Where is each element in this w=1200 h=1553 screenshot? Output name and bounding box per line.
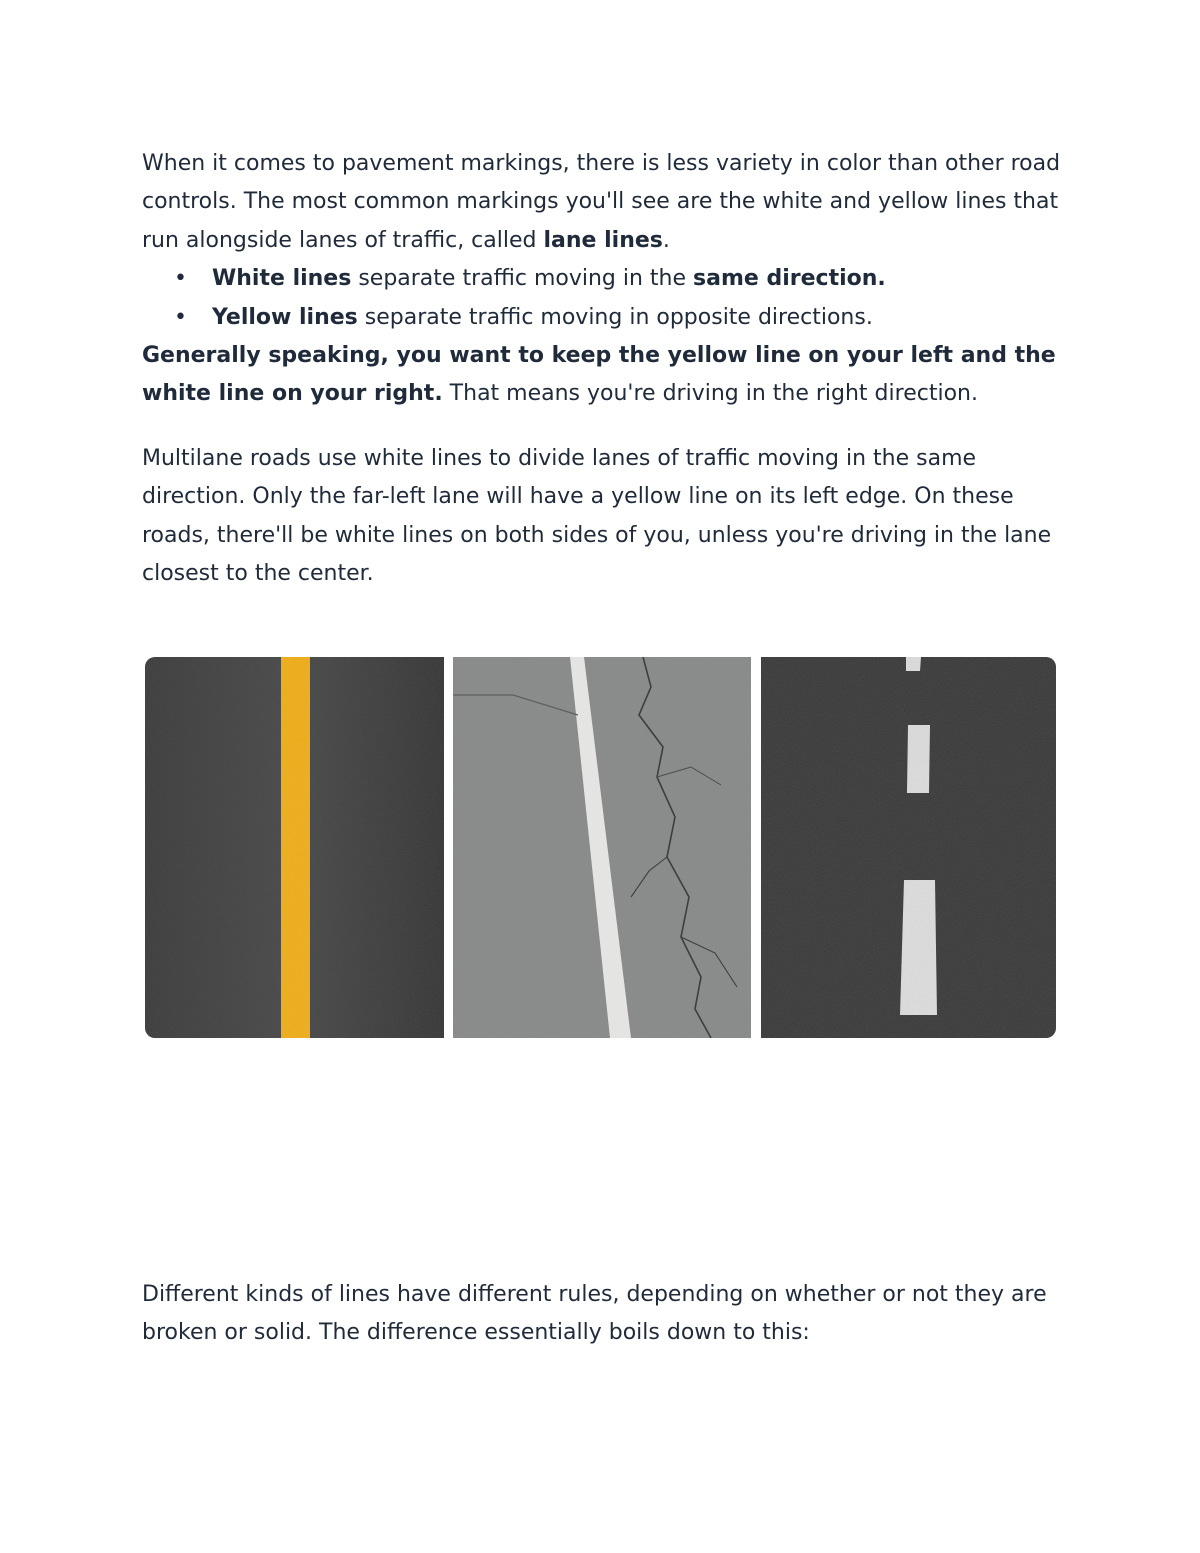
multilane-paragraph: Multilane roads use white lines to divide lanes of traffic moving in the same direction. Only the far-left lane will have a yellow line on its left edge. On these roads, there'll be white lines on both sides of you, unless you're driving in the lane closest to the center.: [142, 445, 1052, 587]
bullet-icon: •: [174, 266, 187, 292]
yellow-lines-text: separate traffic moving in opposite directions.: [357, 304, 873, 330]
rule-paragraph: [142, 337, 1062, 414]
yellow-lines-term: Yellow lines: [212, 304, 358, 330]
document-body: [142, 145, 1062, 593]
lane-lines-term: lane lines: [543, 227, 663, 253]
solid-white-line-photo: [453, 657, 751, 1038]
lane-line-list: [142, 260, 1062, 337]
white-lines-text: separate traffic moving in the: [351, 266, 694, 292]
road-marking-photos: [145, 657, 1056, 1038]
intro-text: When it comes to pavement markings, there is less variety in color than other road controls. The most common markings you'll see are the white and yellow lines that run alongside lanes of traffic, called: [142, 151, 1061, 253]
asphalt-white-image: [453, 657, 751, 1038]
broken-white-line-photo: [761, 657, 1056, 1038]
solid-yellow-line-photo: [145, 657, 444, 1038]
list-item-white-lines: [142, 260, 1062, 298]
asphalt-yellow-image: [145, 657, 444, 1038]
asphalt-broken-image: [761, 657, 1056, 1038]
white-lines-term: White lines: [212, 266, 352, 292]
list-item-yellow-lines: [142, 299, 1062, 337]
closing-paragraph: Different kinds of lines have different rules, depending on whether or not they are broken or solid. The difference essentially boils down to this:: [142, 1282, 1047, 1346]
intro-end: .: [662, 227, 670, 253]
rule-text: That means you're driving in the right direction.: [442, 381, 978, 407]
same-direction-term: same direction.: [693, 266, 886, 292]
bullet-icon: •: [174, 304, 187, 330]
intro-paragraph: [142, 145, 1062, 260]
rule-strong-text: Generally speaking, you want to keep the yellow line on your left and the white line on your right.: [142, 343, 1056, 407]
